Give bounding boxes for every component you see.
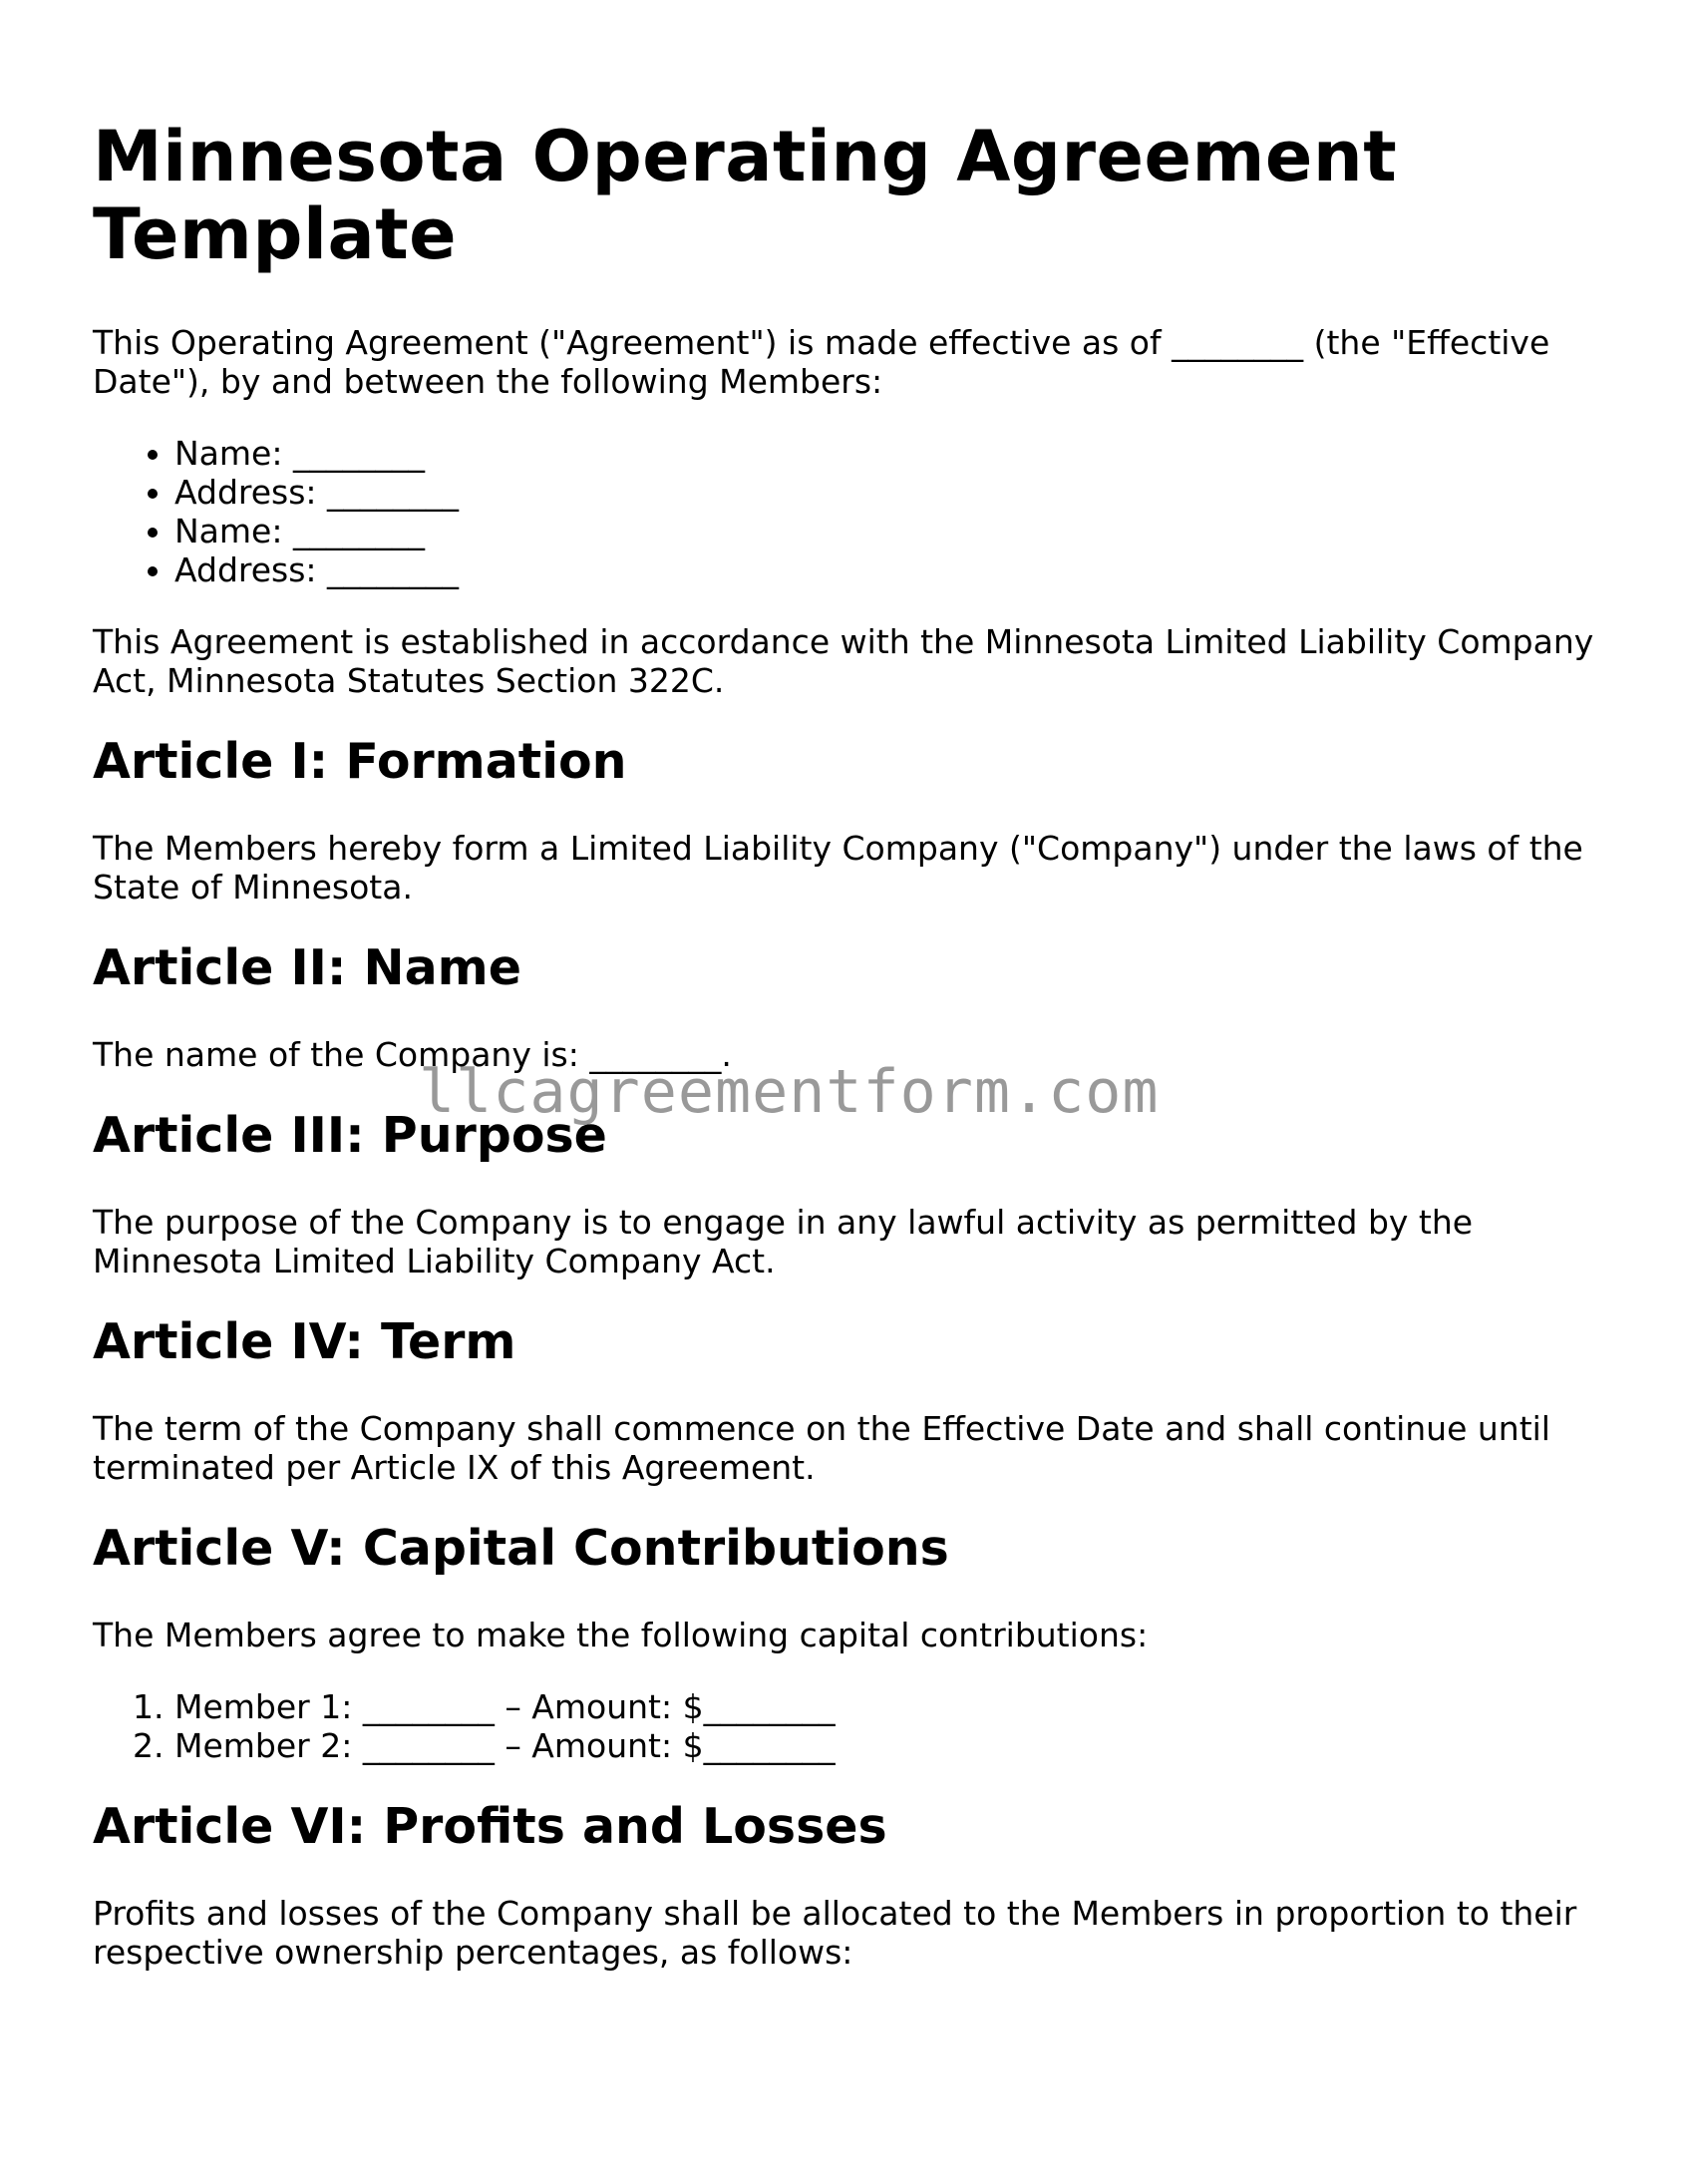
intro-paragraph: This Operating Agreement ("Agreement") is made effective as of ________ (the "Effective Date"), by and between the following Members: [93, 323, 1550, 401]
member-item: • Address: ________ [174, 473, 1608, 512]
contribution-item: 1. Member 1: ________ – Amount: $________ [174, 1687, 1608, 1726]
members-list [93, 434, 1608, 589]
watermark: llcagreementform.com [419, 1057, 1160, 1127]
article-5-heading: Article V: Capital Contributions [93, 1520, 949, 1577]
contribution-item: 2. Member 2: ________ – Amount: $________ [174, 1726, 1608, 1765]
contributions-list [93, 1687, 1608, 1765]
authority-paragraph: This Agreement is established in accordance with the Minnesota Limited Liability Company Act, Minnesota Statutes Section 322C. [93, 622, 1594, 700]
article-5-text: The Members agree to make the following capital contributions: [93, 1616, 1149, 1654]
member-item: • Name: ________ [174, 434, 1608, 473]
article-6-heading: Article VI: Profits and Losses [93, 1798, 887, 1855]
article-3-text: The purpose of the Company is to engage in any lawful activity as permitted by the Minnesota Limited Liability Company Act. [93, 1203, 1474, 1280]
article-1-heading: Article I: Formation [93, 733, 627, 790]
article-6-text: Profits and losses of the Company shall be allocated to the Members in proportion to their respective ownership percentages, as follows: [93, 1894, 1577, 1972]
article-2-heading: Article II: Name [93, 939, 521, 996]
article-4-text: The term of the Company shall commence on the Effective Date and shall continue until terminated per Article IX of this Agreement. [93, 1409, 1550, 1487]
article-2-text: The name of the Company is: ________. [93, 1035, 732, 1074]
article-4-heading: Article IV: Term [93, 1313, 516, 1370]
document-page [93, 118, 1608, 2004]
article-1-text: The Members hereby form a Limited Liability Company ("Company") under the laws of the State of Minnesota. [93, 829, 1583, 907]
member-item: • Address: ________ [174, 550, 1608, 589]
member-item: • Name: ________ [174, 512, 1608, 550]
article-3-heading: Article III: Purpose [93, 1107, 607, 1164]
document-title: Minnesota Operating Agreement Template [93, 116, 1398, 275]
